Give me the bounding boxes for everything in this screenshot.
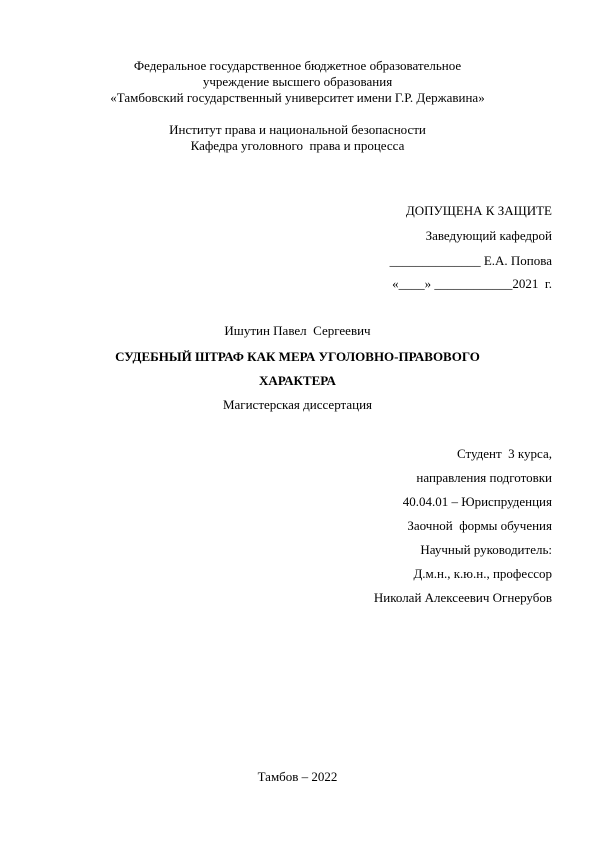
org-line-3: «Тамбовский государственный университет имени Г.Р. Державина» [110, 90, 485, 105]
supervisor-degree: Д.м.н., к.ю.н., профессор [413, 566, 552, 581]
study-form: Заочной формы обучения [407, 518, 552, 533]
approval-role: Заведующий кафедрой [425, 228, 552, 243]
direction-code: 40.04.01 – Юриспруденция [402, 494, 552, 509]
direction-label: направления подготовки [416, 470, 552, 485]
department-name: Кафедра уголовного права и процесса [190, 138, 405, 153]
supervisor-name: Николай Алексеевич Огнерубов [373, 590, 552, 605]
org-line-2: учреждение высшего образования [202, 74, 393, 89]
approval-date: «____» ____________2021 г. [392, 276, 552, 291]
thesis-title-line-2: ХАРАКТЕРА [259, 373, 336, 388]
org-line-1: Федеральное государственное бюджетное образовательное [133, 58, 462, 73]
institute-name: Институт права и национальной безопасности [169, 122, 426, 137]
supervisor-label: Научный руководитель: [420, 542, 552, 557]
author-name: Ишутин Павел Сергеевич [224, 323, 371, 338]
approval-title: ДОПУЩЕНА К ЗАЩИТЕ [405, 203, 552, 218]
student-course: Студент 3 курса, [456, 446, 552, 461]
thesis-type: Магистерская диссертация [222, 397, 373, 412]
city-year: Тамбов – 2022 [257, 769, 338, 784]
approval-signature: ______________ Е.А. Попова [389, 253, 552, 268]
thesis-title-line-1: СУДЕБНЫЙ ШТРАФ КАК МЕРА УГОЛОВНО-ПРАВОВОГО [115, 349, 480, 364]
